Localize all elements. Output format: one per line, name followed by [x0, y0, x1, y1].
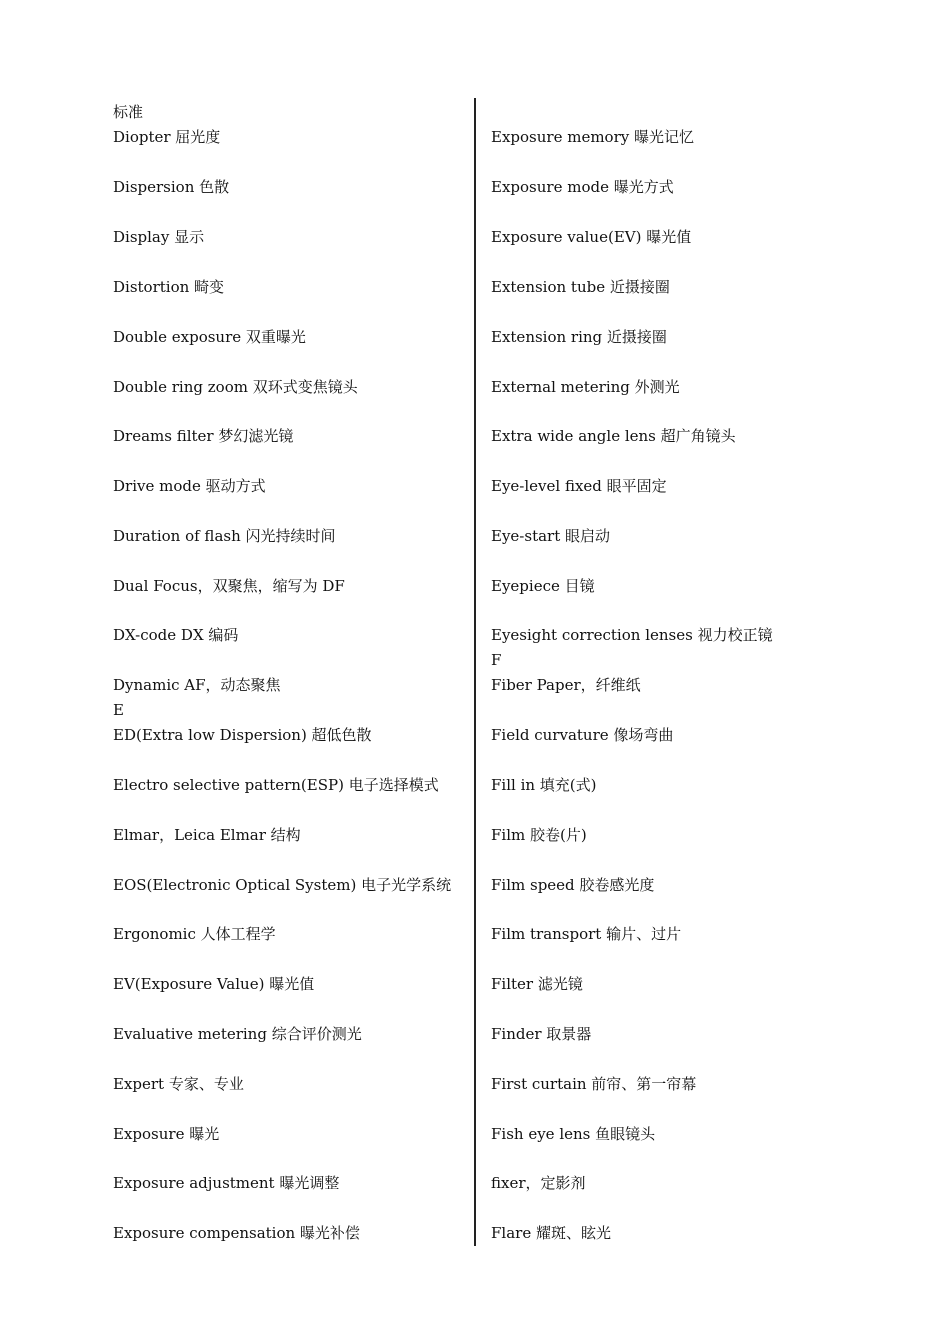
glossary-entry: Evaluative metering 综合评价测光: [113, 1025, 362, 1043]
section-heading-e: E: [113, 701, 124, 719]
glossary-entry: fixer，定影剂: [491, 1174, 586, 1192]
glossary-entry: Dual Focus，双聚焦，缩写为 DF: [113, 577, 345, 595]
glossary-entry: Exposure memory 曝光记忆: [491, 128, 694, 146]
glossary-entry: DX-code DX 编码: [113, 626, 239, 644]
section-heading-standard: 标准: [113, 103, 144, 121]
glossary-entry: Elmar，Leica Elmar 结构: [113, 826, 301, 844]
glossary-entry: Finder 取景器: [491, 1025, 592, 1043]
glossary-entry: Eyepiece 目镜: [491, 577, 595, 595]
glossary-entry: Diopter 屈光度: [113, 128, 221, 146]
glossary-entry: Distortion 畸变: [113, 278, 225, 296]
glossary-entry: External metering 外测光: [491, 378, 680, 396]
glossary-entry: Field curvature 像场弯曲: [491, 726, 674, 744]
glossary-entry: Display 显示: [113, 228, 205, 246]
glossary-entry: Filter 滤光镜: [491, 975, 583, 993]
glossary-entry: Electro selective pattern(ESP) 电子选择模式: [113, 776, 439, 794]
glossary-entry: Duration of flash 闪光持续时间: [113, 527, 336, 545]
glossary-entry: Exposure 曝光: [113, 1125, 220, 1143]
glossary-entry: Film speed 胶卷感光度: [491, 876, 655, 894]
column-divider: [474, 98, 476, 1246]
glossary-entry: Film 胶卷(片): [491, 826, 587, 844]
glossary-entry: First curtain 前帘、第一帘幕: [491, 1075, 697, 1093]
glossary-entry: Fill in 填充(式): [491, 776, 597, 794]
glossary-entry: Exposure adjustment 曝光调整: [113, 1174, 340, 1192]
glossary-entry: Ergonomic 人体工程学: [113, 925, 276, 943]
glossary-entry: Exposure mode 曝光方式: [491, 178, 674, 196]
glossary-entry: Dynamic AF，动态聚焦: [113, 676, 281, 694]
section-heading-f: F: [491, 651, 502, 669]
glossary-entry: Double ring zoom 双环式变焦镜头: [113, 378, 358, 396]
glossary-entry: EV(Exposure Value) 曝光值: [113, 975, 315, 993]
glossary-entry: Eye-start 眼启动: [491, 527, 611, 545]
glossary-entry: Fiber Paper，纤维纸: [491, 676, 641, 694]
glossary-entry: Exposure compensation 曝光补偿: [113, 1224, 360, 1242]
glossary-entry: Double exposure 双重曝光: [113, 328, 306, 346]
glossary-entry: EOS(Electronic Optical System) 电子光学系统: [113, 876, 452, 894]
glossary-entry: Extension ring 近摄接圈: [491, 328, 667, 346]
glossary-entry: Eye-level fixed 眼平固定: [491, 477, 667, 495]
glossary-entry: Fish eye lens 鱼眼镜头: [491, 1125, 656, 1143]
glossary-entry: Dreams filter 梦幻滤光镜: [113, 427, 294, 445]
glossary-entry: Eyesight correction lenses 视力校正镜: [491, 626, 773, 644]
glossary-entry: Extension tube 近摄接圈: [491, 278, 670, 296]
glossary-entry: Flare 耀斑、眩光: [491, 1224, 611, 1242]
glossary-entry: Drive mode 驱动方式: [113, 477, 266, 495]
glossary-entry: Dispersion 色散: [113, 178, 230, 196]
glossary-entry: Exposure value(EV) 曝光值: [491, 228, 692, 246]
glossary-entry: Expert 专家、专业: [113, 1075, 244, 1093]
glossary-entry: Extra wide angle lens 超广角镜头: [491, 427, 736, 445]
glossary-entry: ED(Extra low Dispersion) 超低色散: [113, 726, 372, 744]
glossary-entry: Film transport 输片、过片: [491, 925, 682, 943]
